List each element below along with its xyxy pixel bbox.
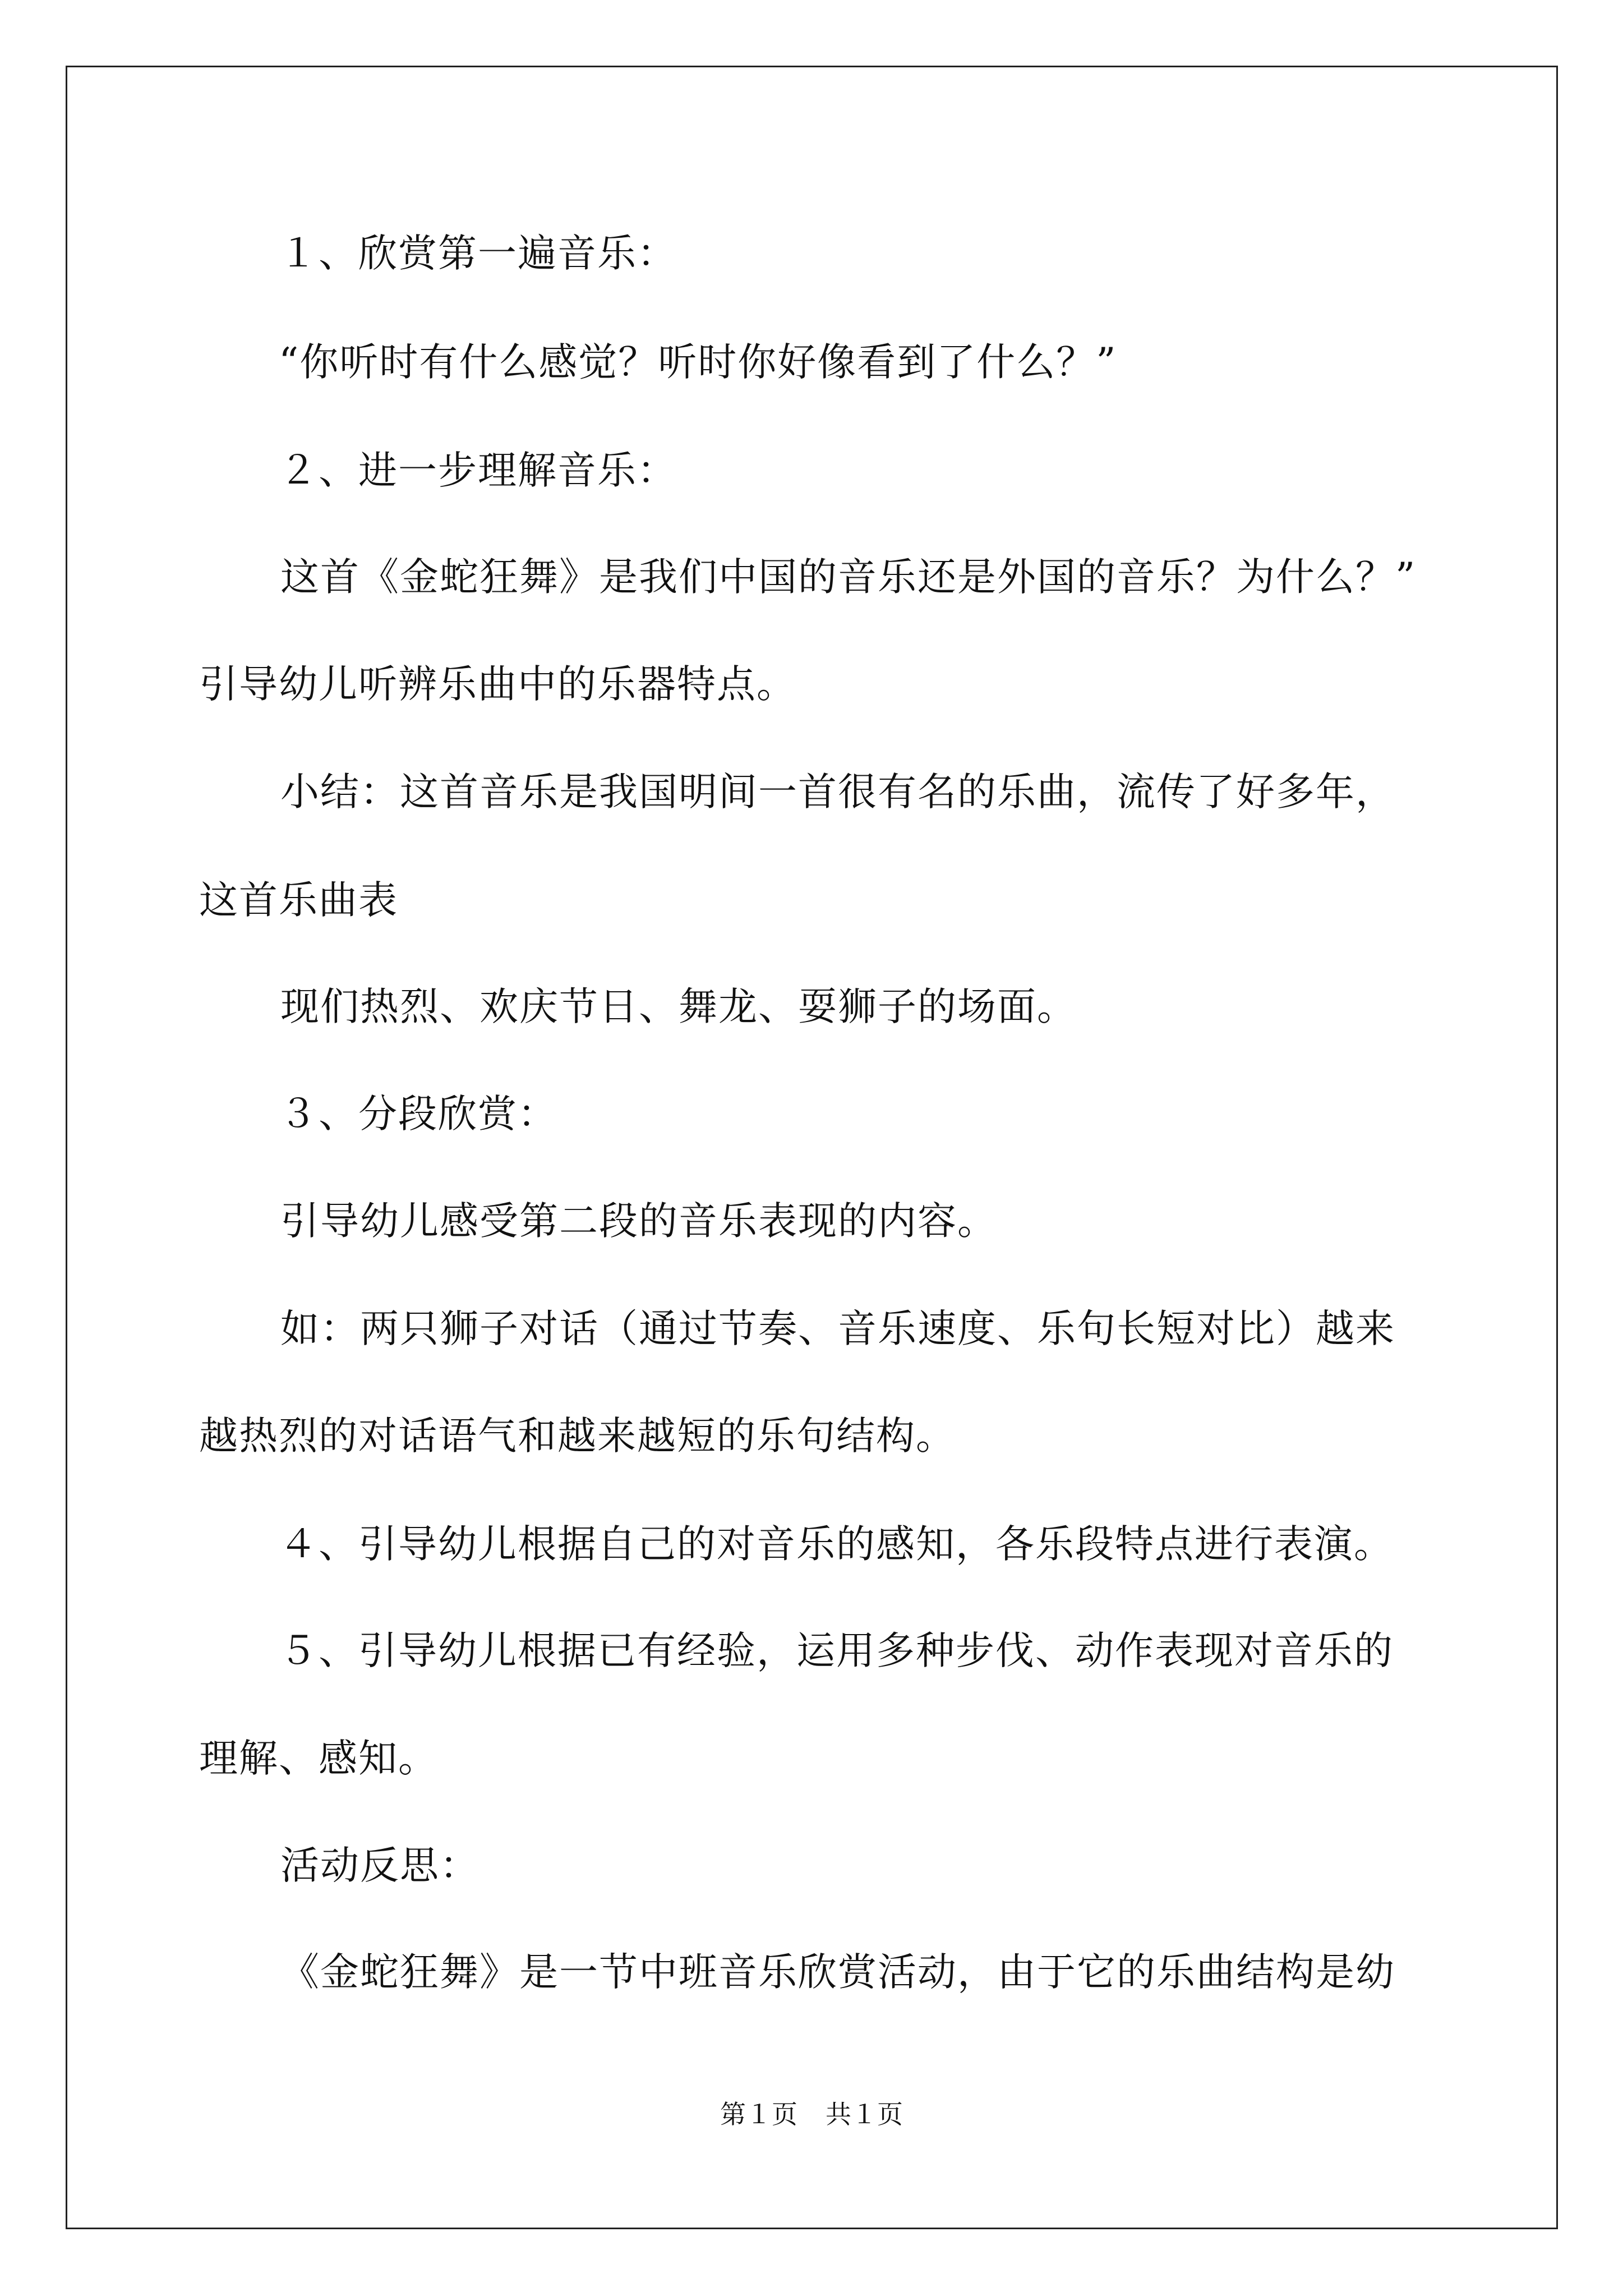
page-total: 共１页 — [826, 2100, 903, 2129]
text-line: “你听时有什么感觉？听时你好像看到了什么？” — [279, 340, 1117, 385]
text-line: 这首乐曲表 — [199, 878, 398, 923]
page-number: 第１页 — [720, 2100, 797, 2129]
text-line: ３、分段欣赏： — [279, 1092, 557, 1137]
text-line: ４、引导幼儿根据自己的对音乐的感知，各乐段特点进行表演。 — [279, 1522, 1394, 1567]
text-line: 如：两只狮子对话（通过节奏、音乐速度、乐句长短对比）越来 — [280, 1306, 1395, 1351]
text-line: 越热烈的对话语气和越来越短的乐句结构。 — [199, 1414, 956, 1458]
text-line: 这首《金蛇狂舞》是我们中国的音乐还是外国的音乐？为什么？” — [280, 555, 1417, 600]
text-line: ２、进一步理解音乐： — [279, 448, 677, 493]
text-line: 现们热烈、欢庆节日、舞龙、耍狮子的场面。 — [280, 984, 1077, 1029]
text-line: 《金蛇狂舞》是一节中班音乐欣赏活动，由于它的乐曲结构是幼 — [280, 1950, 1395, 1995]
text-line: １、欣赏第一遍音乐： — [279, 231, 677, 276]
text-line: 小结：这首音乐是我国明间一首很有名的乐曲，流传了好多年， — [280, 770, 1395, 815]
page-footer — [0, 2098, 1623, 2132]
text-line: 引导幼儿感受第二段的音乐表现的内容。 — [280, 1199, 997, 1244]
text-line: 活动反思： — [280, 1843, 479, 1888]
text-line: 引导幼儿听辨乐曲中的乐器特点。 — [199, 662, 796, 707]
text-line: 理解、感知。 — [199, 1736, 438, 1781]
text-line: ５、引导幼儿根据已有经验，运用多种步伐、动作表现对音乐的 — [279, 1628, 1394, 1673]
